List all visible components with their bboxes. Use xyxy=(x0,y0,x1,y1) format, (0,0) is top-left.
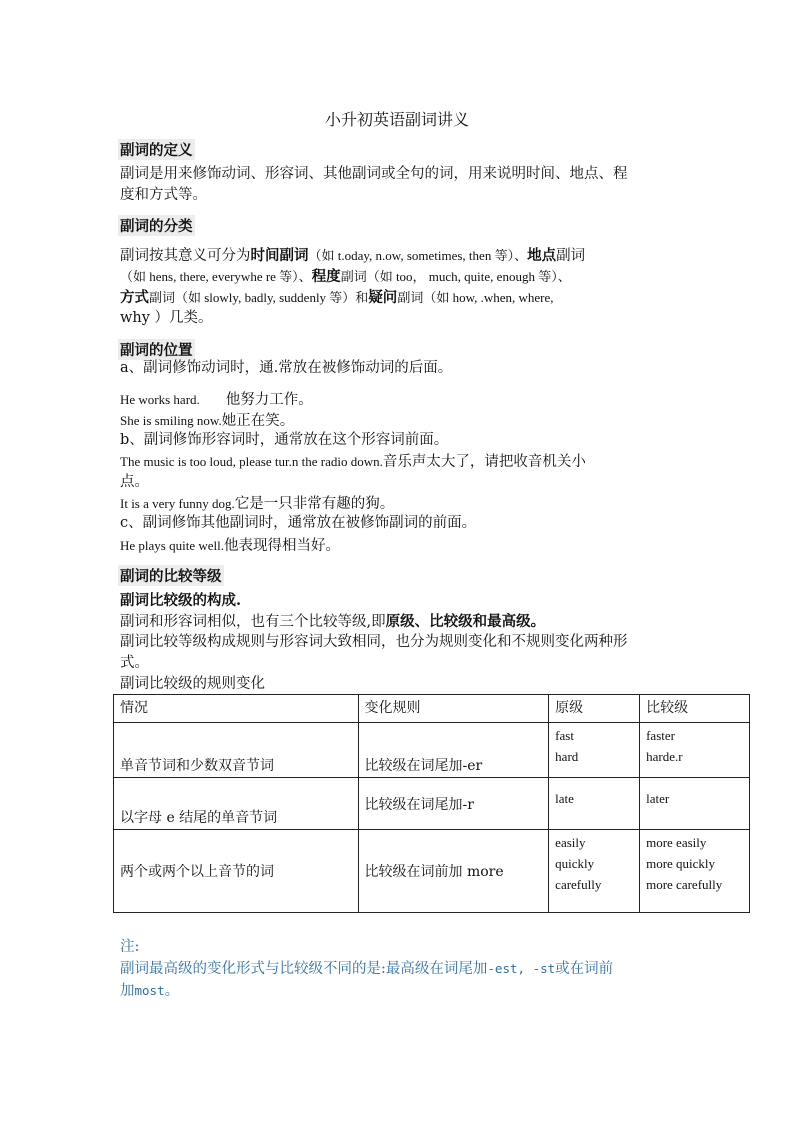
example-1: He works hard. 他努力工作。 xyxy=(120,392,313,408)
position-rule-a: a、副词修饰动词时，通.常放在被修饰动词的后面。 xyxy=(120,360,453,376)
table-row xyxy=(114,778,750,830)
table-header-row xyxy=(114,695,750,723)
header-case: 情况 xyxy=(114,695,359,723)
classification-line-1: 副词按其意义可分为时间副词（如 t.oday, n.ow, sometimes, then 等）、地点副词 xyxy=(120,247,586,264)
row-comparative: faster harde.r xyxy=(640,723,750,778)
definition-line-1: 副词是用来修饰动词、形容词、其他副词或全句的词，用来说明时间、地点、程 xyxy=(120,166,628,182)
note-label: 注: xyxy=(120,939,140,955)
table-row xyxy=(114,830,750,913)
position-rule-c: c、副词修饰其他副词时，通常放在被修饰副词的前面。 xyxy=(120,515,477,531)
heading-classification: 副词的分类 xyxy=(118,215,195,236)
heading-definition: 副词的定义 xyxy=(118,139,195,160)
row-base: easily quickly carefully xyxy=(549,830,640,913)
example-3: The music is too loud, please tur.n the radio down.音乐声太大了，请把收音机关小 xyxy=(120,454,586,470)
heading-position: 副词的位置 xyxy=(118,339,195,360)
position-rule-b: b、副词修饰形容词时，通常放在这个形容词前面。 xyxy=(120,432,449,448)
example-3-cont: 点。 xyxy=(120,474,149,490)
row-case: 两个或两个以上音节的词 xyxy=(114,830,359,913)
header-rule: 变化规则 xyxy=(358,695,549,723)
row-case: 以字母 e 结尾的单音节词 xyxy=(114,778,359,830)
table-caption: 副词比较级的规则变化 xyxy=(120,676,265,692)
row-rule: 比较级在词前加 more xyxy=(358,830,549,913)
example-2: She is smiling now.她正在笑。 xyxy=(120,413,295,429)
comparison-line-1: 副词和形容词相似，也有三个比较等级,即原级、比较级和最高级。 xyxy=(120,613,546,630)
comparison-line-2: 副词比较等级构成规则与形容词大致相同，也分为规则变化和不规则变化两种形 xyxy=(120,634,628,650)
header-comparative: 比较级 xyxy=(640,695,750,723)
row-comparative: later xyxy=(640,778,750,830)
table-row xyxy=(114,723,750,778)
classification-line-2: （如 hens, there, everywhe re 等）、程度副词（如 too， much, quite, enough 等）、 xyxy=(120,268,571,285)
note-line-1: 副词最高级的变化形式与比较级不同的是:最高级在词尾加-est, -st或在词前 xyxy=(120,961,614,977)
row-case: 单音节词和少数双音节词 xyxy=(114,723,359,778)
definition-line-2: 度和方式等。 xyxy=(120,187,207,203)
comparison-rules-table xyxy=(113,694,750,913)
row-rule: 比较级在词尾加-r xyxy=(358,778,549,830)
heading-comparison: 副词的比较等级 xyxy=(118,565,224,586)
example-4: It is a very funny dog.它是一只非常有趣的狗。 xyxy=(120,496,395,512)
comparison-line-3: 式。 xyxy=(120,655,149,671)
classification-line-3: 方式副词（如 slowly, badly, suddenly 等）和疑问副词（如 how, .when, where, xyxy=(120,289,554,306)
note-line-2: 加most。 xyxy=(120,983,180,999)
row-comparative: more easily more quickly more carefully xyxy=(640,830,750,913)
page-title: 小升初英语副词讲义 xyxy=(324,110,469,129)
comparison-subheading: 副词比较级的构成. xyxy=(120,592,242,609)
example-5: He plays quite well.他表现得相当好。 xyxy=(120,538,340,554)
row-base: late xyxy=(549,778,640,830)
header-base: 原级 xyxy=(549,695,640,723)
classification-line-4: why ）几类。 xyxy=(120,310,213,326)
row-base: fast hard xyxy=(549,723,640,778)
row-rule: 比较级在词尾加-er xyxy=(358,723,549,778)
